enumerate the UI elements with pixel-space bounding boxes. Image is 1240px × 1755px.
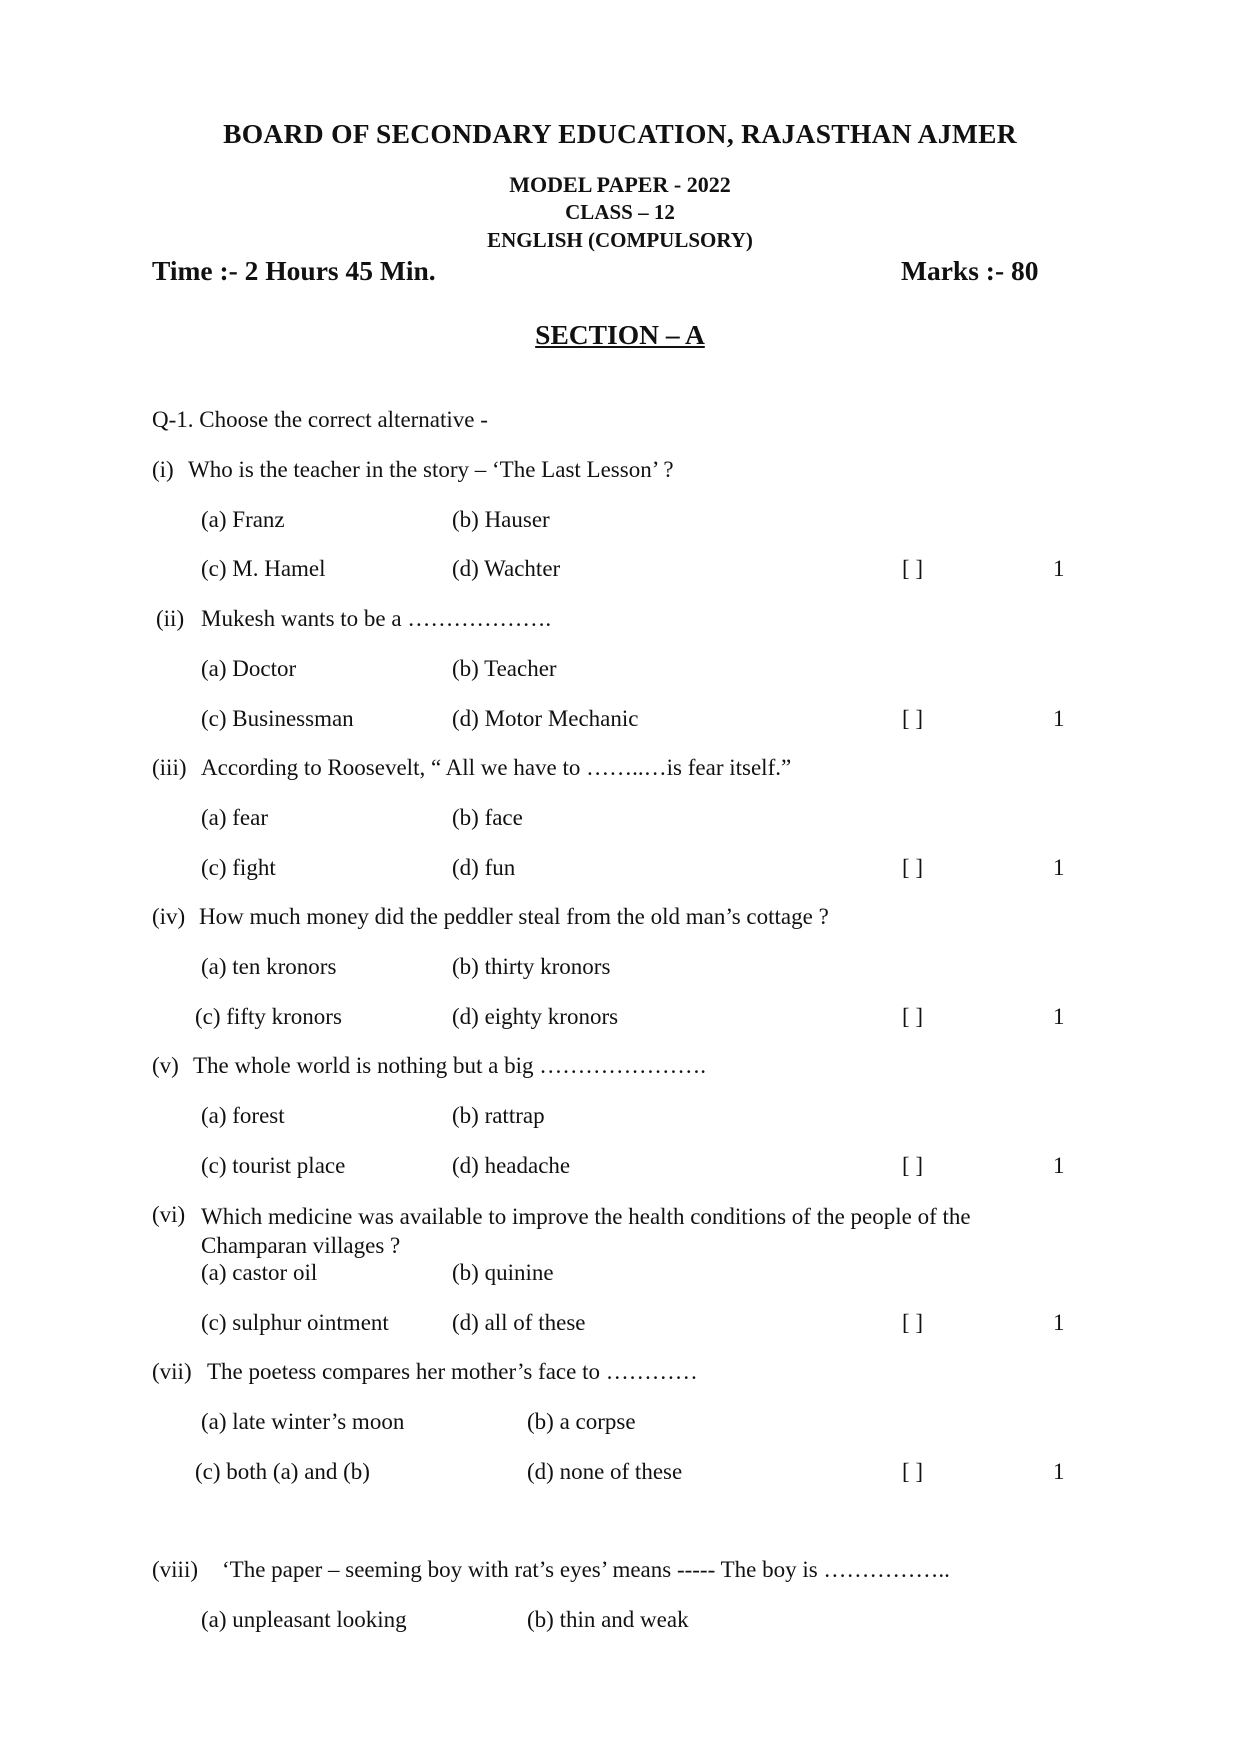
- option-c: (c) M. Hamel: [201, 556, 326, 581]
- option-d: (d) none of these: [527, 1459, 683, 1484]
- option-b: (b) thirty kronors: [452, 954, 611, 979]
- option-a: (a) Franz: [201, 507, 285, 532]
- question-number: (iii): [152, 755, 187, 780]
- question-number: (vii): [152, 1359, 192, 1384]
- option-d: (d) Wachter: [452, 556, 561, 581]
- option-b: (b) Hauser: [452, 507, 550, 532]
- option-d: (d) all of these: [452, 1310, 586, 1335]
- question-mark: 1: [1053, 1459, 1065, 1484]
- question-number: (vi): [152, 1202, 186, 1227]
- answer-bracket: [ ]: [902, 1004, 924, 1029]
- option-b: (b) rattrap: [452, 1103, 545, 1128]
- option-c: (c) both (a) and (b): [195, 1459, 370, 1484]
- question-text: Which medicine was available to improve the health conditions of the people of the Champaran villages ?: [201, 1204, 971, 1258]
- option-d: (d) fun: [452, 855, 516, 880]
- option-a: (a) late winter’s moon: [201, 1409, 405, 1434]
- board-title: BOARD OF SECONDARY EDUCATION, RAJASTHAN AJMER: [223, 118, 1017, 149]
- question-number: (viii): [152, 1557, 198, 1582]
- option-c: (c) tourist place: [201, 1153, 346, 1178]
- question-number: (iv): [152, 904, 186, 929]
- answer-bracket: [ ]: [902, 556, 924, 581]
- option-a: (a) forest: [201, 1103, 285, 1128]
- question-mark: 1: [1053, 556, 1065, 581]
- question-text: ‘The paper – seeming boy with rat’s eyes’ means ----- The boy is ……………..: [222, 1557, 950, 1582]
- time-allowed: Time :- 2 Hours 45 Min.: [152, 255, 436, 286]
- question-number: (v): [152, 1053, 179, 1078]
- option-c: (c) fight: [201, 855, 276, 880]
- option-b: (b) face: [452, 805, 523, 830]
- answer-bracket: [ ]: [902, 1153, 924, 1178]
- option-c: (c) Businessman: [201, 706, 354, 731]
- option-a: (a) Doctor: [201, 656, 297, 681]
- question-instruction: Q-1. Choose the correct alternative -: [152, 407, 488, 432]
- option-b: (b) a corpse: [527, 1409, 636, 1434]
- option-a: (a) unpleasant looking: [201, 1607, 407, 1632]
- option-d: (d) headache: [452, 1153, 571, 1178]
- option-a: (a) fear: [201, 805, 269, 830]
- question-mark: 1: [1053, 1004, 1065, 1029]
- class-heading: CLASS – 12: [565, 200, 675, 224]
- question-number: (ii): [156, 606, 185, 631]
- option-b: (b) Teacher: [452, 656, 557, 681]
- question-number: (i): [152, 457, 174, 482]
- question-text: The poetess compares her mother’s face to …………: [207, 1359, 698, 1384]
- option-d: (d) eighty kronors: [452, 1004, 619, 1029]
- question-mark: 1: [1053, 1153, 1065, 1178]
- question-mark: 1: [1053, 855, 1065, 880]
- answer-bracket: [ ]: [902, 855, 924, 880]
- question-text: Mukesh wants to be a ……………….: [201, 606, 552, 631]
- option-a: (a) castor oil: [201, 1260, 318, 1285]
- option-d: (d) Motor Mechanic: [452, 706, 639, 731]
- total-marks: Marks :- 80: [901, 255, 1039, 286]
- option-c: (c) fifty kronors: [195, 1004, 342, 1029]
- option-a: (a) ten kronors: [201, 954, 337, 979]
- option-b: (b) quinine: [452, 1260, 554, 1285]
- model-paper-heading: MODEL PAPER - 2022: [509, 172, 731, 197]
- question-mark: 1: [1053, 1310, 1065, 1335]
- question-text: The whole world is nothing but a big ………………….: [193, 1053, 706, 1078]
- question-text: According to Roosevelt, “ All we have to ……..…is fear itself.”: [201, 755, 792, 780]
- answer-bracket: [ ]: [902, 706, 924, 731]
- answer-bracket: [ ]: [902, 1310, 924, 1335]
- subject-heading: ENGLISH (COMPULSORY): [487, 228, 753, 252]
- option-b: (b) thin and weak: [527, 1607, 689, 1632]
- section-heading: SECTION – A: [535, 319, 705, 350]
- question-mark: 1: [1053, 706, 1065, 731]
- answer-bracket: [ ]: [902, 1459, 924, 1484]
- question-text: Who is the teacher in the story – ‘The Last Lesson’ ?: [188, 457, 674, 482]
- option-c: (c) sulphur ointment: [201, 1310, 389, 1335]
- question-text: How much money did the peddler steal from the old man’s cottage ?: [199, 904, 829, 929]
